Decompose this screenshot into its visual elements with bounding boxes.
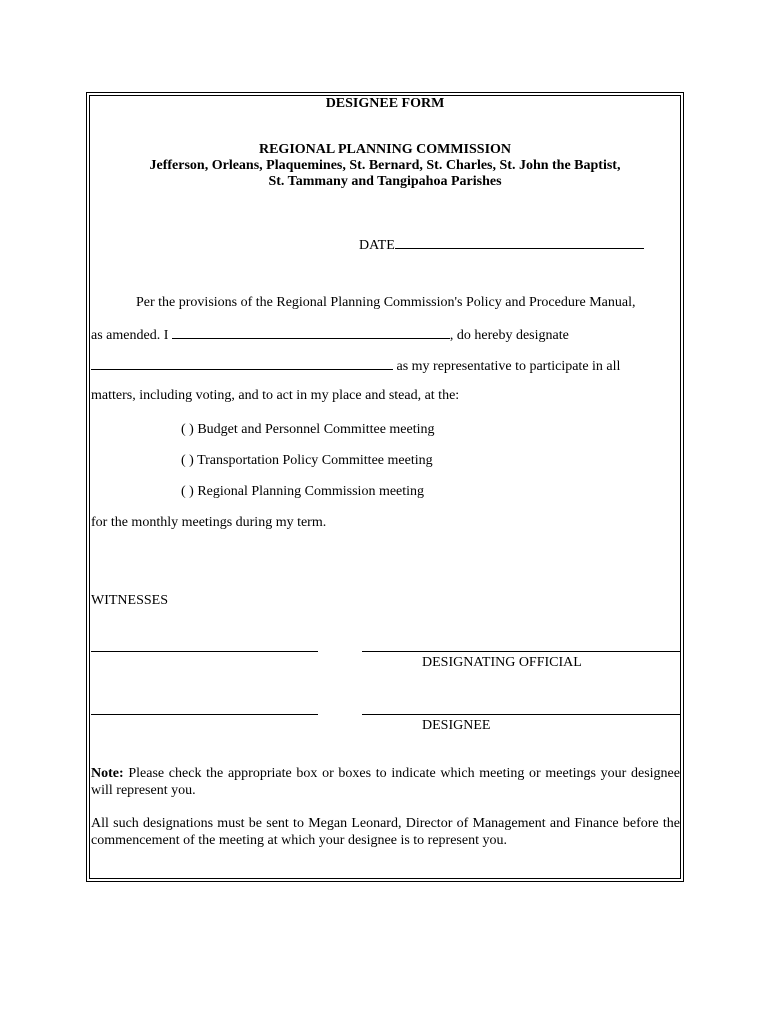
send-paragraph: All such designations must be sent to Megan Leonard, Director of Management and Finance before the commencement of the meeting at which your designee is to represent you. — [91, 816, 680, 848]
option-checkbox[interactable]: ( ) — [181, 422, 194, 437]
option-transportation-policy[interactable] — [181, 453, 433, 469]
designating-official-label: DESIGNATING OFFICIAL — [422, 655, 582, 670]
paragraph-line-1: Per the provisions of the Regional Planning Commission's Policy and Procedure Manual, — [136, 295, 636, 310]
term-line: for the monthly meetings during my term. — [91, 515, 327, 530]
designee-name-field[interactable] — [91, 357, 393, 370]
date-label: DATE — [359, 238, 395, 253]
option-checkbox[interactable]: ( ) — [181, 484, 194, 499]
option-label: Transportation Policy Committee meeting — [197, 453, 433, 468]
paragraph-line-4: matters, including voting, and to act in my place and stead, at the: — [91, 388, 460, 403]
designating-official-signature-line[interactable] — [362, 651, 680, 652]
option-label: Budget and Personnel Committee meeting — [197, 422, 435, 437]
note-label: Note: — [91, 766, 124, 781]
parishes-line-2: St. Tammany and Tangipahoa Parishes — [268, 174, 502, 189]
date-field[interactable] — [395, 236, 644, 249]
date-row — [359, 236, 644, 254]
option-checkbox[interactable]: ( ) — [181, 453, 194, 468]
witnesses-label: WITNESSES — [91, 593, 168, 608]
witness-signature-line-2[interactable] — [91, 714, 318, 715]
paragraph-line-3-end: as my representative to participate in all — [393, 359, 621, 374]
org-name: REGIONAL PLANNING COMMISSION — [258, 142, 512, 157]
designating-name-field[interactable] — [172, 326, 450, 339]
note-text: Please check the appropriate box or boxes to indicate which meeting or meetings your designee will represent you. — [91, 766, 680, 798]
form-title: DESIGNEE FORM — [325, 96, 445, 111]
note-paragraph — [91, 765, 680, 799]
option-regional-planning[interactable] — [181, 484, 424, 500]
parishes-line-1: Jefferson, Orleans, Plaquemines, St. Bernard, St. Charles, St. John the Baptist, — [149, 158, 621, 173]
option-budget-personnel[interactable] — [181, 422, 435, 438]
designee-signature-line[interactable] — [362, 714, 680, 715]
paragraph-line-2 — [91, 326, 569, 344]
paragraph-line-2-start: as amended. I — [91, 328, 169, 343]
paragraph-line-2-end: , do hereby designate — [449, 328, 569, 343]
option-label: Regional Planning Commission meeting — [197, 484, 425, 499]
paragraph-line-3 — [91, 357, 620, 375]
witness-signature-line-1[interactable] — [91, 651, 318, 652]
designee-label: DESIGNEE — [422, 718, 491, 733]
